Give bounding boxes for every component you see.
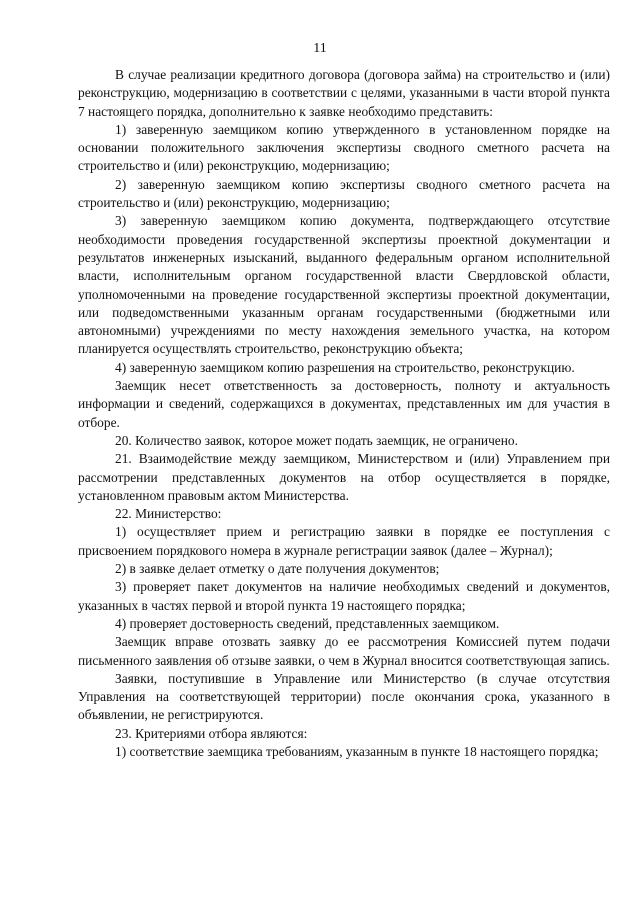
paragraph-clause-22-item-4: 4) проверяет достоверность сведений, представленных заемщиком.: [115, 615, 500, 631]
paragraph-item-2: 2) заверенную заемщиком копию экспертизы сводного сметного расчета на строительство и (или) реконструкцию, модернизацию;: [78, 176, 610, 211]
paragraph-clause-22-item-3: 3) проверяет пакет документов на наличие необходимых сведений и документов, указанных в частях первой и второй пункта 19 настоящего порядка;: [78, 579, 610, 613]
paragraph-clause-20: 20. Количество заявок, которое может подать заемщик, не ограничено.: [115, 432, 518, 448]
paragraph-responsibility: Заемщик несет ответственность за достоверность, полноту и актуальность информации и сведений, содержащихся в документах, представленных им для участия в отборе.: [78, 378, 610, 430]
paragraph-clause-22-item-2: 2) в заявке делает отметку о дате получения документов;: [115, 561, 440, 577]
paragraph-clause-23-item-1: 1) соответствие заемщика требованиям, указанным в пункте 18 настоящего порядка;: [115, 743, 599, 759]
paragraph-item-4: 4) заверенную заемщиком копию разрешения на строительство, реконструкцию.: [115, 359, 575, 375]
paragraph-clause-21: 21. Взаимодействие между заемщиком, Министерством и (или) Управлением при рассмотрении представленных документов на отбор осуществляется в порядке, установленном правовым актом Министерства.: [78, 451, 610, 503]
paragraph-clause-22: 22. Министерство:: [115, 506, 222, 522]
page-number: 11: [313, 41, 327, 56]
document-body: [78, 66, 610, 761]
paragraph-clause-23: 23. Критериями отбора являются:: [115, 725, 308, 741]
paragraph-item-1: 1) заверенную заемщиком копию утвержденного в установленном порядке на основании положительного заключения экспертизы сводного сметного расчета на строительство и (или) реконструкцию, модернизацию;: [78, 121, 610, 174]
paragraph-clause-22-item-1: 1) осуществляет прием и регистрацию заявки в порядке ее поступления с присвоением порядкового номера в журнале регистрации заявок (далее – Журнал);: [78, 524, 610, 558]
paragraph-item-3: 3) заверенную заемщиком копию документа, подтверждающего отсутствие необходимости проведения государственной экспертизы проектной документации и результатов инженерных изысканий, выданного федеральным органом исполнительной власти, исполнительным органом государственной власти Свердловской области, уполномоченными на проведение государственной экспертизы проектной документации, или подведомственными указанным органам государственными (бюджетными или автономными) учреждениями по месту нахождения земельного участка, на котором планируется осуществлять строительство, реконструкцию объекта;: [78, 213, 610, 357]
paragraph-intro: В случае реализации кредитного договора (договора займа) на строительство и (или) реконструкцию, модернизацию в соответствии с целями, указанными в части второй пункта 7 настоящего порядка, дополнительно к заявке необходимо представить:: [78, 67, 610, 119]
paragraph-withdrawal: Заемщик вправе отозвать заявку до ее рассмотрения Комиссией путем подачи письменного заявления об отзыве заявки, о чем в Журнал вносится соответствующая запись.: [78, 634, 610, 668]
paragraph-late-applications: Заявки, поступившие в Управление или Министерство (в случае отсутствия Управления на соответствующей территории) после окончания срока, указанного в объявлении, не регистрируются.: [78, 670, 610, 723]
